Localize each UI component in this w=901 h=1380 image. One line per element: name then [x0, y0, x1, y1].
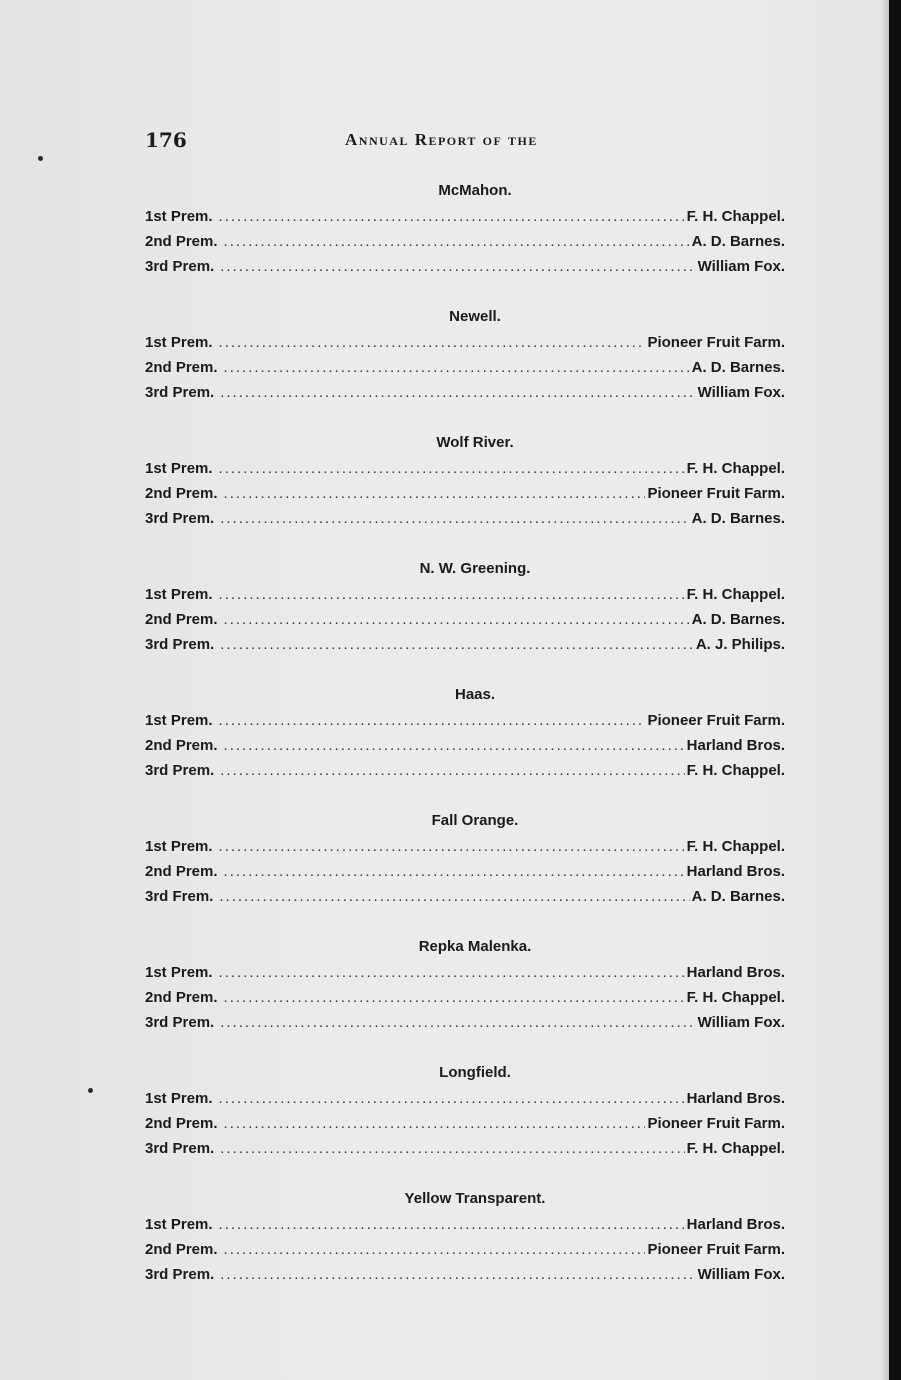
variety-title: Yellow Transparent. [404, 1190, 546, 1207]
premium-place: 3rd Prem. [145, 1140, 215, 1157]
premium-winner: F. H. Chappel. [686, 838, 785, 855]
dot-leader [224, 1111, 646, 1136]
premium-row [145, 1136, 785, 1161]
premium-row [145, 481, 785, 506]
premium-place: 2nd Prem. [145, 1241, 218, 1258]
ink-speck [38, 156, 43, 161]
premium-place: 1st Prem. [145, 964, 213, 981]
dot-leader [220, 254, 695, 279]
premium-winner: Harland Bros. [686, 964, 785, 981]
premium-place: 1st Prem. [145, 1216, 213, 1233]
premium-row [145, 1237, 785, 1262]
premium-row [145, 380, 785, 405]
variety-section [145, 430, 785, 531]
premium-place: 1st Prem. [145, 208, 213, 225]
variety-title: Wolf River. [436, 434, 514, 451]
dot-leader [219, 204, 685, 229]
premium-winner: Harland Bros. [686, 737, 785, 754]
premium-row [145, 985, 785, 1010]
dot-leader [220, 632, 694, 657]
premium-winner: William Fox. [697, 1266, 785, 1283]
premium-winner: F. H. Chappel. [686, 762, 785, 779]
dot-leader [219, 582, 685, 607]
variety-section [145, 178, 785, 279]
dot-leader [219, 1212, 685, 1237]
variety-title: Newell. [449, 308, 501, 325]
premium-place: 1st Prem. [145, 586, 213, 603]
premium-place: 3rd Prem. [145, 636, 215, 653]
premium-place: 3rd Prem. [145, 1014, 215, 1031]
premium-place: 2nd Prem. [145, 737, 218, 754]
dot-leader [219, 834, 685, 859]
book-edge [889, 0, 901, 1380]
premium-place: 3rd Frem. [145, 888, 214, 905]
premium-row [145, 607, 785, 632]
dot-leader [220, 1262, 695, 1287]
variety-section [145, 1186, 785, 1287]
variety-title: N. W. Greening. [419, 560, 531, 577]
dot-leader [219, 456, 685, 481]
premium-row [145, 960, 785, 985]
premium-winner: Pioneer Fruit Farm. [647, 485, 785, 502]
premium-row [145, 506, 785, 531]
premium-row [145, 884, 785, 909]
premium-winner: Pioneer Fruit Farm. [647, 712, 785, 729]
dot-leader [220, 380, 695, 405]
premium-row [145, 330, 785, 355]
premium-row [145, 632, 785, 657]
dot-leader [219, 330, 646, 355]
page-shadow [881, 0, 889, 1380]
variety-section [145, 556, 785, 657]
page-header [145, 128, 785, 152]
variety-section [145, 304, 785, 405]
variety-section [145, 1060, 785, 1161]
premium-winner: A. D. Barnes. [691, 359, 785, 376]
dot-leader [220, 1010, 695, 1035]
premium-row [145, 758, 785, 783]
premium-row [145, 1262, 785, 1287]
premium-winner: A. J. Philips. [695, 636, 785, 653]
premium-place: 1st Prem. [145, 712, 213, 729]
premium-winner: Harland Bros. [686, 863, 785, 880]
premium-place: 3rd Prem. [145, 384, 215, 401]
premium-place: 1st Prem. [145, 334, 213, 351]
premium-row [145, 456, 785, 481]
dot-leader [219, 708, 646, 733]
dot-leader [219, 960, 685, 985]
premium-winner: F. H. Chappel. [686, 586, 785, 603]
premium-row [145, 254, 785, 279]
premium-row [145, 204, 785, 229]
dot-leader [220, 758, 684, 783]
premium-place: 2nd Prem. [145, 233, 218, 250]
premium-winner: Harland Bros. [686, 1090, 785, 1107]
premium-place: 3rd Prem. [145, 1266, 215, 1283]
premium-winner: Pioneer Fruit Farm. [647, 1115, 785, 1132]
premium-row [145, 1111, 785, 1136]
premium-row [145, 355, 785, 380]
dot-leader [224, 859, 685, 884]
premium-place: 2nd Prem. [145, 485, 218, 502]
premium-winner: F. H. Chappel. [686, 989, 785, 1006]
dot-leader [224, 355, 690, 380]
premium-winner: Pioneer Fruit Farm. [647, 334, 785, 351]
premium-winner: William Fox. [697, 258, 785, 275]
variety-title: Longfield. [439, 1064, 511, 1081]
premium-row [145, 1212, 785, 1237]
ink-speck [88, 1088, 93, 1093]
premium-row [145, 229, 785, 254]
premium-place: 2nd Prem. [145, 611, 218, 628]
premium-place: 3rd Prem. [145, 258, 215, 275]
dot-leader [224, 985, 685, 1010]
variety-title: McMahon. [438, 182, 512, 199]
page-number: 176 [145, 128, 187, 152]
premium-list [145, 178, 785, 1312]
premium-place: 2nd Prem. [145, 989, 218, 1006]
premium-winner: A. D. Barnes. [691, 233, 785, 250]
premium-winner: William Fox. [697, 1014, 785, 1031]
premium-row [145, 708, 785, 733]
dot-leader [220, 1136, 684, 1161]
dot-leader [224, 229, 690, 254]
premium-winner: Harland Bros. [686, 1216, 785, 1233]
variety-title: Repka Malenka. [418, 938, 532, 955]
variety-title: Haas. [454, 686, 496, 703]
premium-row [145, 1086, 785, 1111]
dot-leader [220, 506, 689, 531]
premium-row [145, 733, 785, 758]
dot-leader [224, 733, 685, 758]
premium-place: 2nd Prem. [145, 863, 218, 880]
variety-section [145, 934, 785, 1035]
premium-row [145, 582, 785, 607]
premium-row [145, 834, 785, 859]
premium-place: 1st Prem. [145, 1090, 213, 1107]
premium-winner: A. D. Barnes. [691, 510, 785, 527]
dot-leader [224, 607, 690, 632]
dot-leader [219, 1086, 685, 1111]
premium-winner: F. H. Chappel. [686, 208, 785, 225]
variety-section [145, 682, 785, 783]
premium-winner: Pioneer Fruit Farm. [647, 1241, 785, 1258]
premium-row [145, 859, 785, 884]
premium-place: 1st Prem. [145, 838, 213, 855]
premium-winner: William Fox. [697, 384, 785, 401]
premium-winner: A. D. Barnes. [691, 888, 785, 905]
dot-leader [224, 1237, 646, 1262]
premium-winner: A. D. Barnes. [691, 611, 785, 628]
premium-winner: F. H. Chappel. [686, 1140, 785, 1157]
premium-place: 2nd Prem. [145, 359, 218, 376]
premium-winner: F. H. Chappel. [686, 460, 785, 477]
premium-place: 3rd Prem. [145, 510, 215, 527]
variety-section [145, 808, 785, 909]
dot-leader [224, 481, 646, 506]
running-title: Annual Report of the [345, 130, 538, 149]
premium-place: 2nd Prem. [145, 1115, 218, 1132]
premium-place: 1st Prem. [145, 460, 213, 477]
premium-place: 3rd Prem. [145, 762, 215, 779]
variety-title: Fall Orange. [431, 812, 519, 829]
dot-leader [219, 884, 689, 909]
premium-row [145, 1010, 785, 1035]
